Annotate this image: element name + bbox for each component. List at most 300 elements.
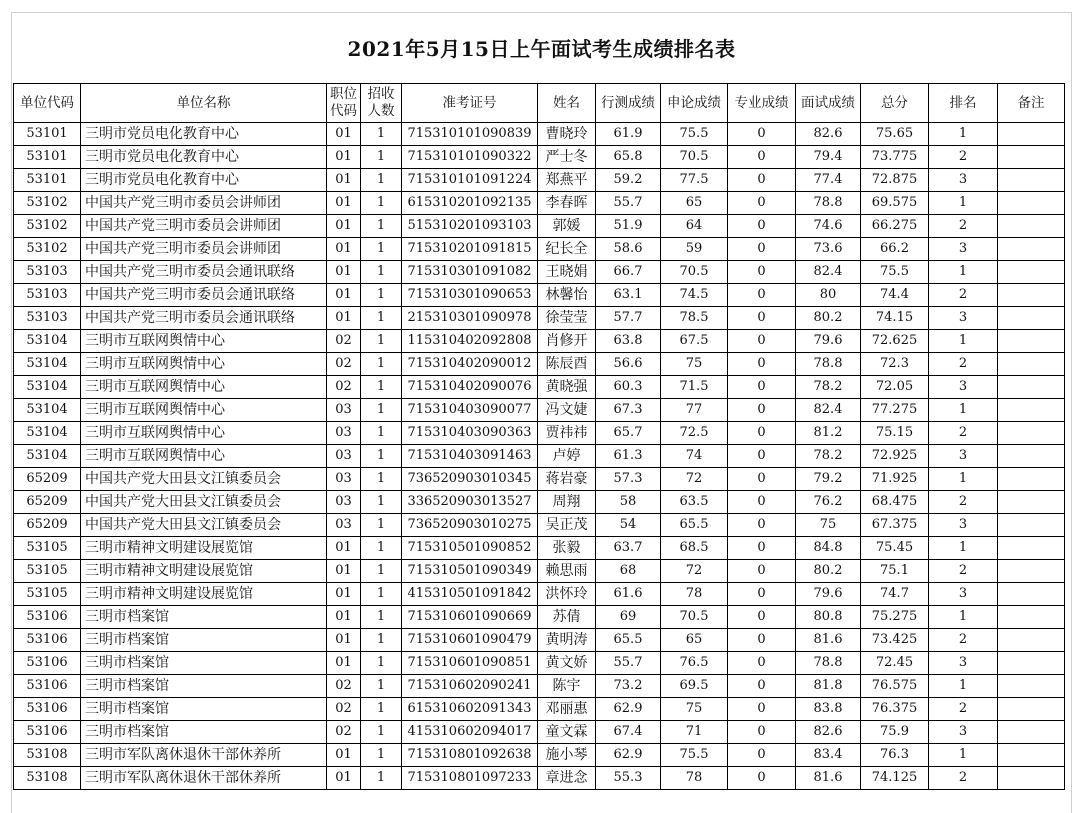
cell-shenlun: 64	[661, 215, 728, 238]
cell-total: 76.575	[861, 675, 929, 698]
cell-pos-code: 02	[327, 376, 361, 399]
cell-unit-code: 53108	[14, 744, 81, 767]
cell-remark	[998, 215, 1065, 238]
cell-name: 贾祎祎	[538, 422, 596, 445]
table-body	[14, 123, 1065, 790]
cell-name: 吴正茂	[538, 514, 596, 537]
col-header-zhuanye: 专业成绩	[728, 84, 796, 123]
cell-zhuanye: 0	[728, 629, 796, 652]
cell-quota: 1	[361, 606, 402, 629]
cell-zhuanye: 0	[728, 284, 796, 307]
cell-rank: 3	[929, 514, 998, 537]
col-header-name: 姓名	[538, 84, 596, 123]
col-header-unit-code: 单位代码	[14, 84, 81, 123]
cell-pos-code: 01	[327, 169, 361, 192]
cell-unit-code: 53101	[14, 169, 81, 192]
cell-interview: 79.2	[796, 468, 861, 491]
cell-zhuanye: 0	[728, 445, 796, 468]
cell-unit-code: 53106	[14, 652, 81, 675]
cell-unit-code: 53103	[14, 284, 81, 307]
cell-exam-no: 715310403090077	[402, 399, 538, 422]
cell-unit-name: 中国共产党三明市委员会通讯联络	[81, 261, 327, 284]
cell-unit-name: 三明市军队离休退休干部休养所	[81, 744, 327, 767]
table-row	[14, 560, 1065, 583]
cell-unit-name: 中国共产党大田县文江镇委员会	[81, 491, 327, 514]
cell-xingce: 54	[596, 514, 661, 537]
cell-pos-code: 01	[327, 307, 361, 330]
table-row	[14, 422, 1065, 445]
cell-zhuanye: 0	[728, 606, 796, 629]
cell-unit-code: 53106	[14, 606, 81, 629]
cell-name: 黄晓强	[538, 376, 596, 399]
cell-name: 卢婷	[538, 445, 596, 468]
cell-zhuanye: 0	[728, 514, 796, 537]
cell-quota: 1	[361, 652, 402, 675]
table-row	[14, 123, 1065, 146]
cell-xingce: 58.6	[596, 238, 661, 261]
cell-exam-no: 715310101090839	[402, 123, 538, 146]
cell-unit-name: 中国共产党三明市委员会通讯联络	[81, 284, 327, 307]
table-row	[14, 491, 1065, 514]
cell-unit-code: 53102	[14, 215, 81, 238]
page-title: 2021年5月15日上午面试考生成绩排名表	[347, 37, 736, 61]
cell-zhuanye: 0	[728, 330, 796, 353]
cell-pos-code: 02	[327, 353, 361, 376]
cell-shenlun: 59	[661, 238, 728, 261]
table-row	[14, 146, 1065, 169]
cell-rank: 2	[929, 422, 998, 445]
table-row	[14, 675, 1065, 698]
cell-shenlun: 67.5	[661, 330, 728, 353]
cell-exam-no: 736520903010345	[402, 468, 538, 491]
cell-pos-code: 01	[327, 123, 361, 146]
cell-exam-no: 715310601090669	[402, 606, 538, 629]
cell-exam-no: 715310301090653	[402, 284, 538, 307]
cell-xingce: 56.6	[596, 353, 661, 376]
cell-unit-name: 三明市互联网舆情中心	[81, 399, 327, 422]
table-row	[14, 583, 1065, 606]
cell-shenlun: 75	[661, 353, 728, 376]
cell-unit-code: 53106	[14, 698, 81, 721]
cell-unit-code: 53102	[14, 238, 81, 261]
cell-shenlun: 65	[661, 192, 728, 215]
cell-exam-no: 415310501091842	[402, 583, 538, 606]
cell-interview: 79.6	[796, 330, 861, 353]
cell-interview: 83.8	[796, 698, 861, 721]
cell-pos-code: 01	[327, 629, 361, 652]
cell-exam-no: 715310801092638	[402, 744, 538, 767]
cell-total: 72.625	[861, 330, 929, 353]
cell-total: 67.375	[861, 514, 929, 537]
cell-pos-code: 01	[327, 192, 361, 215]
cell-name: 黄明涛	[538, 629, 596, 652]
cell-unit-name: 三明市档案馆	[81, 606, 327, 629]
cell-zhuanye: 0	[728, 721, 796, 744]
cell-pos-code: 01	[327, 261, 361, 284]
cell-name: 陈宇	[538, 675, 596, 698]
cell-rank: 1	[929, 675, 998, 698]
cell-xingce: 55.7	[596, 652, 661, 675]
cell-xingce: 65.8	[596, 146, 661, 169]
cell-name: 郑燕平	[538, 169, 596, 192]
cell-unit-code: 53101	[14, 146, 81, 169]
cell-exam-no: 715310501090349	[402, 560, 538, 583]
cell-remark	[998, 675, 1065, 698]
cell-xingce: 67.4	[596, 721, 661, 744]
cell-xingce: 73.2	[596, 675, 661, 698]
cell-quota: 1	[361, 537, 402, 560]
cell-remark	[998, 698, 1065, 721]
cell-shenlun: 70.5	[661, 146, 728, 169]
table-row	[14, 744, 1065, 767]
cell-exam-no: 415310602094017	[402, 721, 538, 744]
cell-pos-code: 02	[327, 330, 361, 353]
cell-unit-code: 53106	[14, 675, 81, 698]
cell-shenlun: 71.5	[661, 376, 728, 399]
cell-unit-code: 65209	[14, 468, 81, 491]
cell-shenlun: 72.5	[661, 422, 728, 445]
cell-remark	[998, 146, 1065, 169]
cell-rank: 3	[929, 583, 998, 606]
cell-remark	[998, 376, 1065, 399]
cell-interview: 79.4	[796, 146, 861, 169]
cell-unit-name: 三明市互联网舆情中心	[81, 376, 327, 399]
table-row	[14, 399, 1065, 422]
cell-unit-name: 三明市互联网舆情中心	[81, 422, 327, 445]
cell-name: 张毅	[538, 537, 596, 560]
cell-unit-code: 53105	[14, 583, 81, 606]
cell-xingce: 55.3	[596, 767, 661, 790]
cell-xingce: 60.3	[596, 376, 661, 399]
cell-exam-no: 715310601090851	[402, 652, 538, 675]
cell-quota: 1	[361, 583, 402, 606]
cell-quota: 1	[361, 192, 402, 215]
cell-total: 74.125	[861, 767, 929, 790]
cell-exam-no: 615310602091343	[402, 698, 538, 721]
cell-exam-no: 715310501090852	[402, 537, 538, 560]
cell-xingce: 67.3	[596, 399, 661, 422]
cell-rank: 1	[929, 123, 998, 146]
cell-rank: 2	[929, 629, 998, 652]
cell-xingce: 61.3	[596, 445, 661, 468]
cell-interview: 78.8	[796, 652, 861, 675]
cell-exam-no: 715310403090363	[402, 422, 538, 445]
cell-rank: 1	[929, 468, 998, 491]
cell-interview: 82.4	[796, 399, 861, 422]
cell-remark	[998, 284, 1065, 307]
cell-unit-code: 53103	[14, 261, 81, 284]
cell-interview: 83.4	[796, 744, 861, 767]
cell-unit-name: 三明市党员电化教育中心	[81, 123, 327, 146]
cell-xingce: 65.5	[596, 629, 661, 652]
cell-unit-name: 三明市军队离休退休干部休养所	[81, 767, 327, 790]
cell-remark	[998, 744, 1065, 767]
cell-pos-code: 01	[327, 238, 361, 261]
cell-rank: 1	[929, 261, 998, 284]
col-header-shenlun: 申论成绩	[661, 84, 728, 123]
cell-interview: 75	[796, 514, 861, 537]
cell-zhuanye: 0	[728, 146, 796, 169]
cell-xingce: 61.6	[596, 583, 661, 606]
cell-total: 71.925	[861, 468, 929, 491]
cell-unit-code: 53104	[14, 445, 81, 468]
cell-interview: 80.2	[796, 560, 861, 583]
cell-unit-name: 三明市精神文明建设展览馆	[81, 537, 327, 560]
cell-total: 73.425	[861, 629, 929, 652]
table-row	[14, 192, 1065, 215]
cell-exam-no: 715310402090076	[402, 376, 538, 399]
cell-exam-no: 715310403091463	[402, 445, 538, 468]
cell-exam-no: 715310801097233	[402, 767, 538, 790]
cell-shenlun: 75	[661, 698, 728, 721]
cell-name: 徐莹莹	[538, 307, 596, 330]
cell-remark	[998, 468, 1065, 491]
table-row	[14, 238, 1065, 261]
table-row	[14, 284, 1065, 307]
cell-exam-no: 215310301090978	[402, 307, 538, 330]
cell-quota: 1	[361, 238, 402, 261]
cell-interview: 78.2	[796, 376, 861, 399]
cell-unit-name: 中国共产党三明市委员会讲师团	[81, 238, 327, 261]
cell-total: 66.275	[861, 215, 929, 238]
score-table	[13, 83, 1065, 790]
cell-xingce: 62.9	[596, 698, 661, 721]
cell-name: 蒋岩豪	[538, 468, 596, 491]
cell-rank: 1	[929, 744, 998, 767]
cell-total: 72.3	[861, 353, 929, 376]
cell-xingce: 57.7	[596, 307, 661, 330]
cell-quota: 1	[361, 445, 402, 468]
cell-interview: 80.2	[796, 307, 861, 330]
cell-pos-code: 03	[327, 514, 361, 537]
cell-shenlun: 63.5	[661, 491, 728, 514]
cell-remark	[998, 169, 1065, 192]
cell-rank: 2	[929, 215, 998, 238]
cell-xingce: 68	[596, 560, 661, 583]
cell-unit-name: 三明市精神文明建设展览馆	[81, 583, 327, 606]
cell-total: 75.45	[861, 537, 929, 560]
cell-pos-code: 01	[327, 767, 361, 790]
cell-rank: 1	[929, 537, 998, 560]
cell-interview: 81.6	[796, 629, 861, 652]
cell-exam-no: 715310602090241	[402, 675, 538, 698]
cell-unit-code: 53104	[14, 353, 81, 376]
cell-quota: 1	[361, 146, 402, 169]
cell-pos-code: 01	[327, 215, 361, 238]
cell-remark	[998, 261, 1065, 284]
cell-quota: 1	[361, 698, 402, 721]
cell-shenlun: 77	[661, 399, 728, 422]
cell-zhuanye: 0	[728, 491, 796, 514]
cell-xingce: 63.7	[596, 537, 661, 560]
cell-rank: 3	[929, 445, 998, 468]
cell-interview: 78.8	[796, 353, 861, 376]
table-row	[14, 606, 1065, 629]
cell-pos-code: 01	[327, 583, 361, 606]
cell-pos-code: 01	[327, 652, 361, 675]
cell-remark	[998, 307, 1065, 330]
cell-shenlun: 65.5	[661, 514, 728, 537]
cell-quota: 1	[361, 491, 402, 514]
cell-unit-name: 中国共产党大田县文江镇委员会	[81, 468, 327, 491]
cell-exam-no: 715310101091224	[402, 169, 538, 192]
col-header-remark: 备注	[998, 84, 1065, 123]
cell-zhuanye: 0	[728, 123, 796, 146]
cell-unit-code: 53106	[14, 721, 81, 744]
cell-unit-name: 三明市档案馆	[81, 675, 327, 698]
cell-zhuanye: 0	[728, 261, 796, 284]
header-row	[14, 84, 1065, 123]
cell-shenlun: 78	[661, 767, 728, 790]
cell-pos-code: 03	[327, 468, 361, 491]
cell-total: 73.775	[861, 146, 929, 169]
cell-zhuanye: 0	[728, 537, 796, 560]
cell-xingce: 51.9	[596, 215, 661, 238]
cell-interview: 78.2	[796, 445, 861, 468]
cell-pos-code: 03	[327, 491, 361, 514]
cell-zhuanye: 0	[728, 192, 796, 215]
cell-shenlun: 68.5	[661, 537, 728, 560]
table-row	[14, 353, 1065, 376]
cell-exam-no: 715310402090012	[402, 353, 538, 376]
cell-exam-no: 515310201093103	[402, 215, 538, 238]
cell-shenlun: 78	[661, 583, 728, 606]
cell-interview: 81.2	[796, 422, 861, 445]
cell-zhuanye: 0	[728, 215, 796, 238]
cell-zhuanye: 0	[728, 307, 796, 330]
cell-name: 章进念	[538, 767, 596, 790]
cell-shenlun: 77.5	[661, 169, 728, 192]
cell-rank: 2	[929, 284, 998, 307]
table-row	[14, 652, 1065, 675]
cell-shenlun: 71	[661, 721, 728, 744]
cell-quota: 1	[361, 560, 402, 583]
cell-interview: 80.8	[796, 606, 861, 629]
cell-rank: 3	[929, 307, 998, 330]
table-row	[14, 721, 1065, 744]
cell-total: 72.05	[861, 376, 929, 399]
cell-xingce: 62.9	[596, 744, 661, 767]
cell-zhuanye: 0	[728, 468, 796, 491]
cell-remark	[998, 238, 1065, 261]
cell-unit-code: 53108	[14, 767, 81, 790]
table-row	[14, 537, 1065, 560]
cell-total: 75.65	[861, 123, 929, 146]
cell-remark	[998, 353, 1065, 376]
cell-total: 74.7	[861, 583, 929, 606]
cell-unit-code: 65209	[14, 514, 81, 537]
table-row	[14, 169, 1065, 192]
cell-remark	[998, 491, 1065, 514]
cell-pos-code: 03	[327, 399, 361, 422]
cell-xingce: 69	[596, 606, 661, 629]
cell-remark	[998, 192, 1065, 215]
table-row	[14, 468, 1065, 491]
cell-zhuanye: 0	[728, 744, 796, 767]
cell-pos-code: 01	[327, 560, 361, 583]
cell-shenlun: 75.5	[661, 744, 728, 767]
cell-exam-no: 715310601090479	[402, 629, 538, 652]
cell-quota: 1	[361, 261, 402, 284]
cell-exam-no: 115310402092808	[402, 330, 538, 353]
cell-unit-code: 53102	[14, 192, 81, 215]
table-row	[14, 330, 1065, 353]
cell-total: 72.875	[861, 169, 929, 192]
cell-unit-name: 中国共产党大田县文江镇委员会	[81, 514, 327, 537]
cell-zhuanye: 0	[728, 238, 796, 261]
cell-exam-no: 715310201091815	[402, 238, 538, 261]
cell-rank: 3	[929, 721, 998, 744]
cell-name: 李春晖	[538, 192, 596, 215]
cell-unit-code: 65209	[14, 491, 81, 514]
cell-total: 72.925	[861, 445, 929, 468]
cell-interview: 81.6	[796, 767, 861, 790]
cell-remark	[998, 514, 1065, 537]
cell-shenlun: 74	[661, 445, 728, 468]
cell-total: 69.575	[861, 192, 929, 215]
cell-name: 肖修开	[538, 330, 596, 353]
cell-unit-name: 三明市党员电化教育中心	[81, 169, 327, 192]
cell-remark	[998, 422, 1065, 445]
cell-name: 黄文娇	[538, 652, 596, 675]
table-row	[14, 307, 1065, 330]
cell-total: 76.3	[861, 744, 929, 767]
cell-rank: 1	[929, 330, 998, 353]
cell-rank: 2	[929, 698, 998, 721]
cell-unit-name: 三明市档案馆	[81, 698, 327, 721]
cell-interview: 81.8	[796, 675, 861, 698]
cell-remark	[998, 123, 1065, 146]
cell-remark	[998, 583, 1065, 606]
table-row	[14, 698, 1065, 721]
cell-unit-code: 53105	[14, 537, 81, 560]
cell-quota: 1	[361, 307, 402, 330]
cell-interview: 79.6	[796, 583, 861, 606]
cell-total: 75.9	[861, 721, 929, 744]
cell-rank: 1	[929, 606, 998, 629]
cell-xingce: 59.2	[596, 169, 661, 192]
cell-name: 童文霖	[538, 721, 596, 744]
col-header-xingce: 行测成绩	[596, 84, 661, 123]
cell-name: 严士冬	[538, 146, 596, 169]
cell-total: 68.475	[861, 491, 929, 514]
cell-interview: 82.4	[796, 261, 861, 284]
cell-name: 冯文婕	[538, 399, 596, 422]
cell-quota: 1	[361, 744, 402, 767]
cell-xingce: 63.8	[596, 330, 661, 353]
cell-name: 曹晓玲	[538, 123, 596, 146]
cell-xingce: 58	[596, 491, 661, 514]
col-header-interview: 面试成绩	[796, 84, 861, 123]
cell-interview: 77.4	[796, 169, 861, 192]
cell-quota: 1	[361, 215, 402, 238]
table-row	[14, 215, 1065, 238]
cell-rank: 3	[929, 169, 998, 192]
cell-remark	[998, 767, 1065, 790]
cell-zhuanye: 0	[728, 422, 796, 445]
table-row	[14, 629, 1065, 652]
cell-quota: 1	[361, 422, 402, 445]
cell-unit-code: 53106	[14, 629, 81, 652]
cell-unit-name: 中国共产党三明市委员会讲师团	[81, 192, 327, 215]
cell-shenlun: 78.5	[661, 307, 728, 330]
cell-pos-code: 03	[327, 445, 361, 468]
cell-remark	[998, 652, 1065, 675]
cell-zhuanye: 0	[728, 698, 796, 721]
cell-rank: 2	[929, 146, 998, 169]
cell-total: 75.15	[861, 422, 929, 445]
cell-unit-name: 三明市档案馆	[81, 721, 327, 744]
